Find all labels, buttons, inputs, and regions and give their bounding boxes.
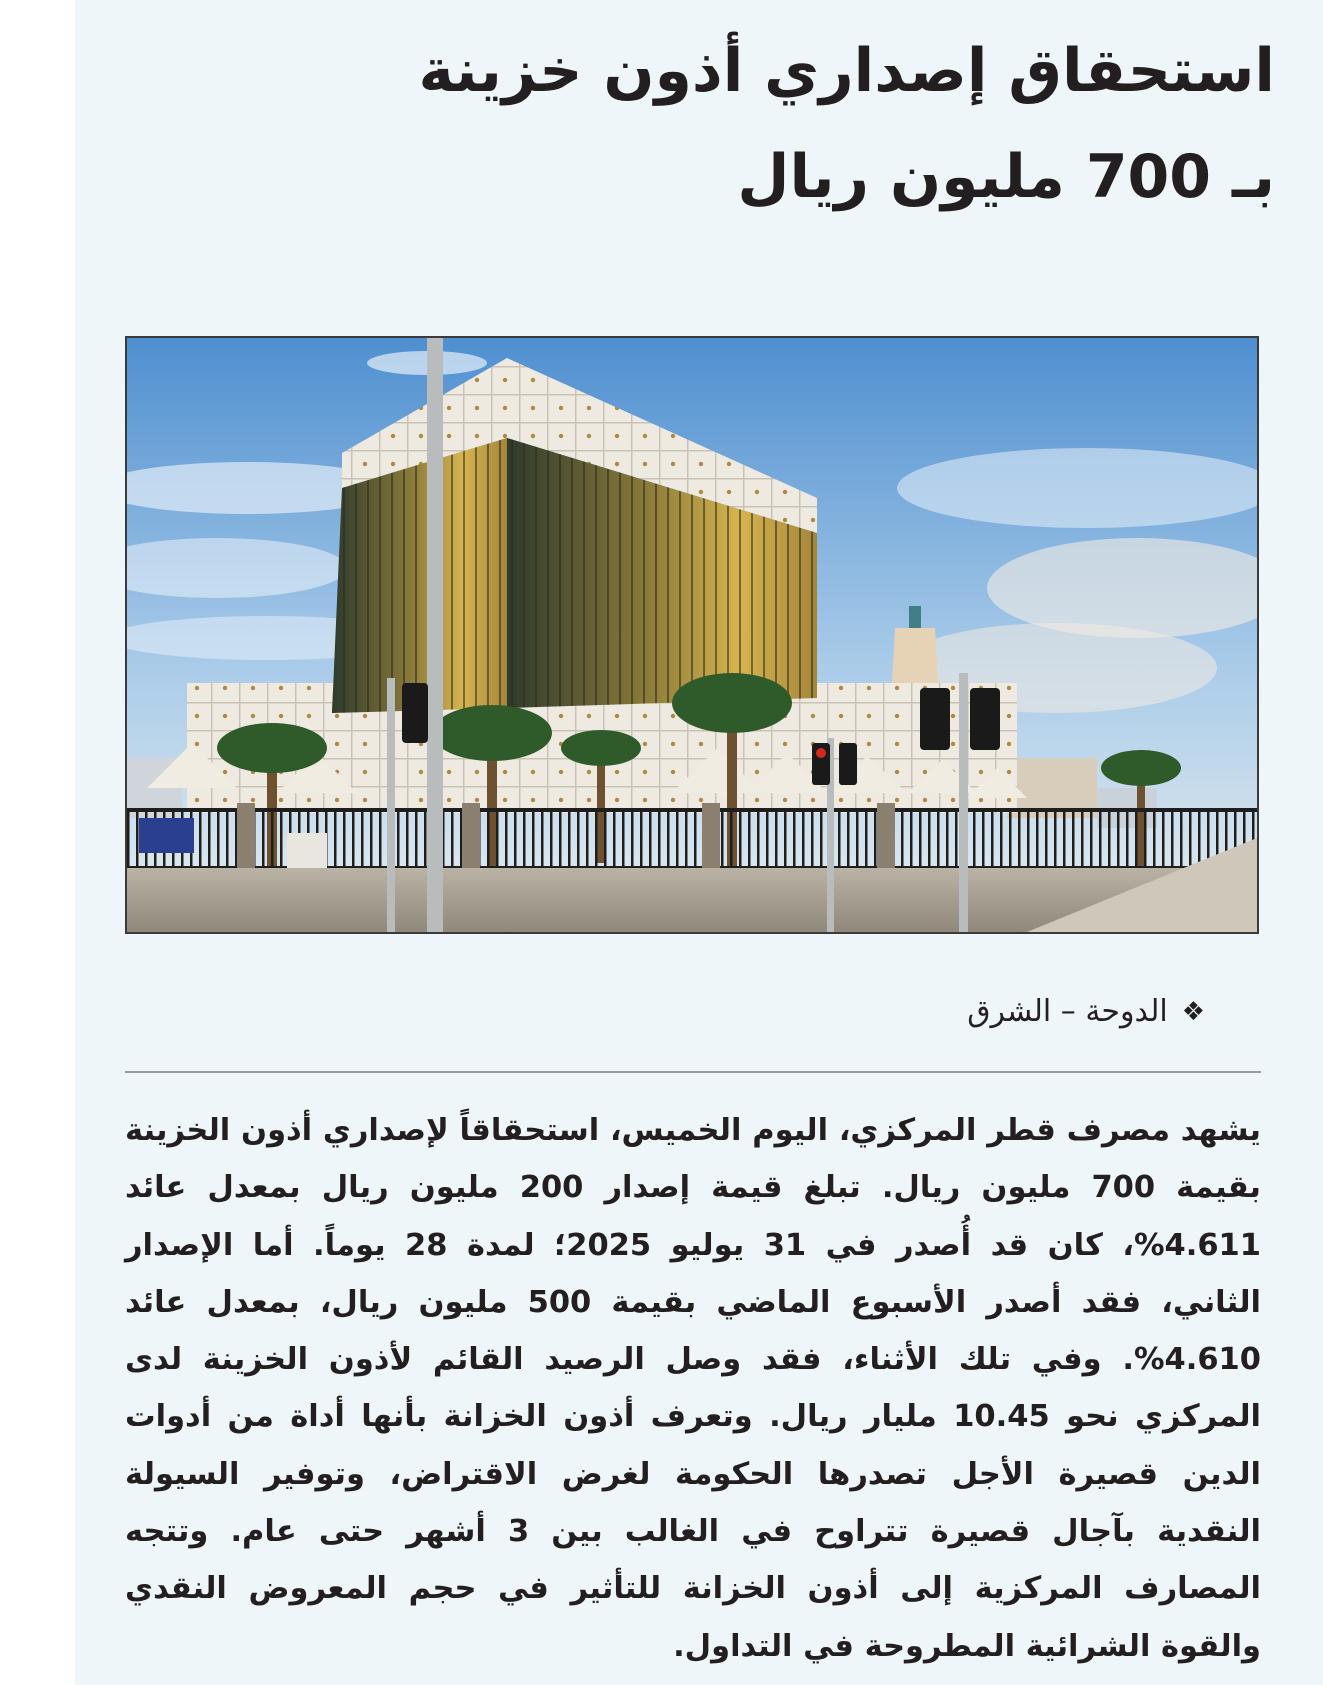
- section-divider: [125, 1071, 1261, 1073]
- dateline-text: الدوحة – الشرق: [967, 994, 1168, 1029]
- article-body: يشهد مصرف قطر المركزي، اليوم الخميس، استحقاقاً لإصداري أذون الخزينة بقيمة 700 مليون ريال. تبلغ قيمة إصدار 200 مليون ريال بمعدل عائد 4.611%، كان قد أُصدر في 31 يوليو 2025؛ لمدة 28 يوماً. أما الإصدار الثاني، فقد أصدر الأسبوع الماضي بقيمة 500 مليون ريال، بمعدل عائد 4.610%. وفي تلك الأثناء، فقد وصل الرصيد القائم لأذون الخزينة لدى المركزي نحو 10.45 مليار ريال. وتعرف أذون الخزانة بأنها أداة من أدوات الدين قصيرة الأجل تصدرها الحكومة لغرض الاقتراض، وتوفير السيولة النقدية بآجال قصيرة تتراوح في الغالب بين 3 أشهر حتى عام. وتتجه المصارف المركزية إلى أذون الخزانة للتأثير في حجم المعروض النقدي والقوة الشرائية المطروحة في التداول.: [125, 1113, 1261, 1664]
- headline-line-1: استحقاق إصداري أذون خزينة: [418, 36, 1275, 106]
- headline-line-2: بـ 700 مليون ريال: [737, 142, 1275, 212]
- central-bank-building-illustration: [127, 338, 1257, 932]
- headline: [175, 18, 1275, 230]
- news-article: [75, 0, 1323, 1685]
- article-photo: [125, 336, 1259, 934]
- dateline: [967, 994, 1205, 1029]
- dateline-bullet-icon: ❖: [1181, 996, 1205, 1027]
